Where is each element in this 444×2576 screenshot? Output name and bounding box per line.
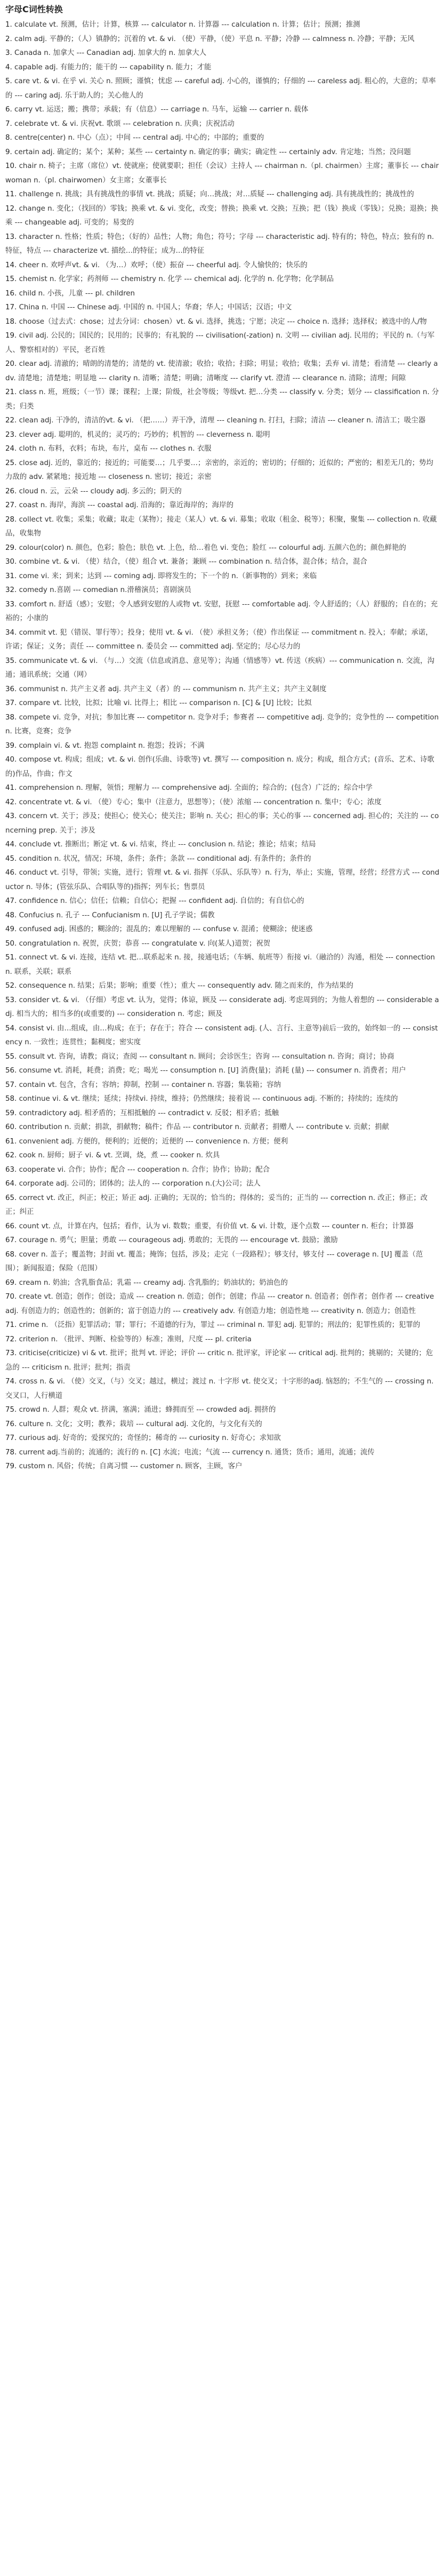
entry-text: calculate vt. 预测，估计；计算，核算 --- calculator n. 计算器 --- calculation n. 计算；估计；预测；推测 (14, 21, 360, 29)
entry-number: 9. (5, 148, 12, 156)
entry-text: civil adj. 公民的；国民的；民用的；民事的；有礼貌的 --- civilisation(-zation) n. 文明 --- civilian adj. 民用的；平民的 n.（与军人、警察相对的）平民，老百姓 (5, 332, 435, 354)
entry-text: cloth n. 布料，衣料；布块，布片，桌布 --- clothes n. 衣服 (19, 445, 212, 453)
entry-number: 54. (5, 1024, 17, 1033)
list-item (4, 838, 440, 852)
entry-number: 34. (5, 628, 17, 637)
entry-text: culture n. 文化；文明；教养；栽培 --- cultural adj. 文化的，与文化有关的 (19, 1420, 262, 1428)
list-item (4, 909, 440, 923)
entry-text: choose（过去式：chose；过去分词：chosen）vt. & vi. 选择，挑选；宁愿；决定 --- choice n. 选择；选择权；被选中的人/物 (19, 317, 427, 326)
list-item (4, 329, 440, 357)
entry-text: comprehension n. 理解，领悟；理解力 --- comprehensive adj. 全面的；综合的；(包含）广泛的；综合中学 (19, 784, 373, 792)
list-item (4, 188, 440, 202)
entry-number: 60. (5, 1123, 17, 1131)
list-item (4, 442, 440, 457)
entry-number: 50. (5, 939, 17, 948)
list-item (4, 1446, 440, 1460)
entry-text: congratulation n. 祝贺，庆贺；恭喜 --- congratulate v. 向(某人)道贺；祝贺 (19, 939, 271, 948)
list-item (4, 1234, 440, 1248)
entry-number: 5. (5, 77, 12, 85)
entry-text: count vt. 点，计算在内，包括；看作，认为 vi. 数数；重要，有价值 vt. & vi. 计数，逐个点数 --- counter n. 柜台；计算器 (19, 1222, 414, 1230)
entry-number: 77. (5, 1434, 17, 1442)
entry-text: chemist n. 化学家；药剂师 --- chemistry n. 化学 --- chemical adj. 化学的 n. 化学物；化学制品 (19, 275, 334, 283)
entry-text: cheer n. 欢呼声vt. & vi. （为…）欢呼；（使）振奋 --- cheerful adj. 令人愉快的；快乐的 (19, 261, 308, 269)
list-item (4, 894, 440, 909)
entry-text: carry vt. 运送；搬；携带；承载；有（信息）--- carriage n. 马车，运输 --- carrier n. 载体 (14, 106, 309, 114)
entry-number: 27. (5, 501, 17, 509)
entry-text: complain vi. & vt. 抱怨 complaint n. 抱怨；投诉；不满 (19, 741, 205, 750)
entry-text: curious adj. 好奇的；爱探究的；奇怪的；稀奇的 --- curiosity n. 好奇心；求知欲 (19, 1434, 281, 1442)
entry-number: 21. (5, 388, 17, 396)
list-item (4, 457, 440, 485)
entry-text: clear adj. 清澈的；晴朗的清楚的；清楚的 vt. 使清澈；收拾；收拾；扫除；明显；收拾；收集；丢弃 vi. 清楚；看清楚 --- clearly adv. 清楚地；清楚地；明显地 --- clarity n. 清晰；清楚；明确；清晰度 --- clarify vt. 澄清 --- clearance n. 清除；清理；间隙 (5, 360, 438, 382)
entry-text: criterion n. （批评、判断、检验等的）标准；准则，尺度 --- pl. criteria (19, 1335, 252, 1343)
list-item (4, 979, 440, 994)
entry-number: 74. (5, 1378, 17, 1386)
list-item (4, 485, 440, 499)
entry-number: 19. (5, 332, 17, 340)
list-item (4, 1318, 440, 1333)
list-item (4, 75, 440, 103)
entry-text: contain vt. 包含，含有；容纳；抑制，控制 --- container n. 容器；集装箱；容纳 (19, 1081, 281, 1089)
entry-number: 41. (5, 784, 17, 792)
list-item (4, 273, 440, 287)
entry-text: care vt. & vi. 在乎 vi. 关心 n. 照顾；谨慎；忧虑 --- careful adj. 小心的，谨慎的；仔细的 --- careless adj. 粗心的，大意的；草率的 --- caring adj. 乐于助人的；关心他人的 (5, 77, 436, 100)
entry-number: 49. (5, 925, 17, 933)
list-item (4, 117, 440, 132)
entry-text: consume vt. 消耗，耗费；消费；吃；喝光 --- consumption n. [U] 消费(量)；消耗 (量) --- consumer n. 消费者；用户 (19, 1067, 406, 1075)
entry-number: 10. (5, 162, 17, 170)
entry-text: concentrate vt. & vi. （使）专心；集中（注意力，思想等）；（使）浓缩 --- concentration n. 集中；专心；浓度 (19, 798, 382, 806)
entry-text: child n. 小孩，儿童 --- pl. children (19, 289, 135, 298)
entry-number: 62. (5, 1151, 17, 1159)
list-item (4, 1220, 440, 1234)
entry-text: colour(color) n. 颜色，色彩；脸色；肤色 vt. 上色，给…着色 vi. 变色；脸红 --- colourful adj. 五颜六色的；颜色鲜艳的 (19, 543, 406, 552)
entry-text: corporate adj. 公司的；团体的；法人的 --- corporation n.(大)公司；法人 (19, 1180, 261, 1188)
list-item (4, 499, 440, 513)
list-item (4, 1276, 440, 1291)
entry-text: criticise(criticize) vi & vt. 批评；批判 vt. 评论；评价 --- critic n. 批评家，评论家 --- critical adj. 批判的；挑剔的；关键的；危急的 --- criticism n. 批评；批判；指责 (5, 1349, 433, 1372)
entry-text: commit vt. 犯（错误、罪行等）；投身；使用 vt. & vi. （使）承担义务；（使）作出保证 --- commitment n. 投入；奉献；承诺，许诺；保证；义务；责任 --- committee n. 委员会 --- committed adj. 坚定的；尽心尽力的 (5, 628, 433, 651)
entry-number: 61. (5, 1137, 17, 1146)
entry-number: 17. (5, 303, 17, 311)
list-item (4, 1092, 440, 1107)
entry-text: crowd n. 人群；观众 vt. 挤满，塞满；涌进；蜂拥而至 --- crowded adj. 拥挤的 (19, 1406, 276, 1414)
entry-number: 67. (5, 1236, 17, 1244)
entry-text: create vt. 创造；创作；创设；造成 --- creation n. 创造；创作；创建；作品 --- creator n. 创造者；创作者；创作者 --- creative adj. 有创造力的；创造性的；创新的；富于创造力的 --- creatively adv. 有创造力地；创造性地 --- creativity n. 创造力；创造性 (5, 1293, 434, 1315)
list-item (4, 1050, 440, 1065)
entry-text: celebrate vt. & vi. 庆祝vt. 歌颂 --- celebration n. 庆典；庆祝活动 (14, 119, 235, 128)
list-item (4, 146, 440, 160)
entry-text: communicate vt. & vi. （与…）交流（信息或消息、意见等）；沟通（情感等）vt. 传送（疾病）--- communication n. 交流，沟通；通讯系统；交通（网） (5, 657, 434, 679)
entry-number: 76. (5, 1420, 17, 1428)
list-item (4, 781, 440, 796)
list-item (4, 923, 440, 937)
entry-text: contradictory adj. 相矛盾的；互相抵触的 --- contradict v. 反驳；相矛盾；抵触 (19, 1109, 279, 1117)
entry-number: 35. (5, 657, 17, 665)
entry-number: 13. (5, 233, 17, 241)
list-item (4, 583, 440, 598)
entry-text: condition n. 状况，情况；环境，条件；条件；条款 --- conditional adj. 有条件的；条件的 (19, 854, 311, 863)
list-item (4, 230, 440, 259)
entry-list (4, 18, 440, 1474)
list-item (4, 287, 440, 301)
entry-text: consist vi. 由…组成，由…构成；在于；存在于；符合 --- consistent adj. (人、言行、主意等)前后一致的，始终如一的 --- consistency n. 一致性；连贯性；黏稠度；密实度 (5, 1024, 438, 1046)
list-item (4, 1078, 440, 1093)
entry-number: 69. (5, 1278, 17, 1287)
entry-number: 58. (5, 1095, 17, 1103)
list-item (4, 513, 440, 541)
list-item (4, 1191, 440, 1220)
entry-text: Canada n. 加拿大 --- Canadian adj. 加拿大的 n. 加拿大人 (14, 49, 207, 57)
entry-number: 79. (5, 1462, 17, 1470)
entry-text: cover n. 盖子；覆盖物；封面 vt. 覆盖；掩饰；包括，涉及；走完（一段路程）；够支付，够支付 --- coverage n. [U] 覆盖（范围）；新闻报道；保险（范围） (5, 1250, 423, 1273)
entry-text: consider vt. & vi. （仔细）考虑 vt. 认为，觉得；体谅，顾及 --- considerate adj. 考虑周到的；为他人着想的 --- considerable adj. 相当大的；相当多的(或重要的) --- consideration n. 考虑；顾及 (5, 996, 439, 1018)
entry-number: 30. (5, 558, 17, 566)
entry-number: 71. (5, 1321, 17, 1329)
entry-text: clever adj. 聪明的，机灵的；灵巧的；巧妙的；机智的 --- cleverness n. 聪明 (19, 430, 270, 439)
entry-number: 56. (5, 1067, 17, 1075)
list-item (4, 711, 440, 739)
entry-text: Confucius n. 孔子 --- Confucianism n. [U] 孔子学说；儒教 (19, 911, 215, 919)
page-title: 字母C词性转换 (5, 4, 63, 14)
list-item (4, 1403, 440, 1418)
entry-text: change n. 变化；（找回的）零钱；换乘 vt. & vi. 变化，改变；替换；换乘 vt. 交换；互换；把（钱）换成（零钱）；兑换；退换；换乘 --- changeable adj. 可变的；易变的 (5, 204, 439, 227)
entry-text: collect vt. 收集；采集；收藏；取走（某物）；接走（某人）vt. & vi. 募集；收取（租金、税等）；积聚，聚集 --- collection n. 收藏品，收集物 (5, 515, 437, 538)
list-item (4, 33, 440, 47)
entry-text: comedy n.喜剧 --- comedian n.滑稽演员；喜剧演员 (19, 586, 191, 594)
entry-text: compete vi. 竞争，对抗；参加比赛 --- competitor n. 竞争对手；参赛者 --- competitive adj. 竞争的；竞争性的 --- competition n. 比赛，竞赛；竞争 (5, 713, 439, 735)
list-item (4, 796, 440, 810)
list-item (4, 1418, 440, 1432)
entry-number: 68. (5, 1250, 17, 1259)
entry-number: 78. (5, 1448, 17, 1457)
entry-text: cross n. & vi. （使）交叉，（与）交叉；越过，横过；渡过 n. 十字形 vt. 使交叉；十字形的adj. 恼怒的；不生气的 --- crossing n. 交叉口，人行横道 (5, 1378, 434, 1400)
entry-number: 23. (5, 430, 17, 439)
entry-number: 16. (5, 289, 17, 298)
list-item (4, 1248, 440, 1276)
entry-number: 43. (5, 812, 17, 820)
entry-number: 8. (5, 134, 12, 142)
list-item (4, 103, 440, 117)
entry-number: 53. (5, 996, 17, 1004)
entry-number: 65. (5, 1194, 17, 1202)
entry-number: 33. (5, 600, 17, 609)
list-item (4, 386, 440, 414)
entry-text: custom n. 风俗；传统；自离习惯 --- customer n. 顾客，主顾，客户 (19, 1462, 243, 1470)
entry-text: China n. 中国 --- Chinese adj. 中国的 n. 中国人；华裔；华人；中国话；汉语；中文 (19, 303, 292, 311)
entry-number: 48. (5, 911, 17, 919)
entry-text: character n. 性格；性质；特色；（好的）品性；人物；角色；符号；字母 --- characteristic adj. 特有的；特色，特点；独有的 n. 特征，特点 --- characterize vt. 描绘…的特征；成为…的特征 (5, 233, 434, 255)
entry-text: clean adj. 干净的，清洁的vt. & vi. （把……）弄干净，清理 --- cleaning n. 打扫，扫除；清洁 --- cleaner n. 清洁工；吸尘器 (19, 417, 426, 425)
list-item (4, 1107, 440, 1121)
entry-number: 39. (5, 741, 17, 750)
list-item (4, 301, 440, 315)
list-item (4, 654, 440, 683)
entry-text: conclude vt. 推断出；断定 vt. & vi. 结束，终止 --- conclusion n. 结论；推论；结束；结局 (19, 841, 316, 849)
entry-text: comfort n. 舒适（感）；安慰；令人感到安慰的人或物 vt. 安慰，抚慰 --- comfortable adj. 令人舒适的；（人）舒服的；自在的；充裕的；小康的 (5, 600, 438, 622)
entry-text: come vi. 来；到来；达到 --- coming adj. 即将发生的；下一个的 n.（新事物的）到来；来临 (19, 572, 317, 580)
entry-number: 3. (5, 49, 12, 57)
list-item (4, 541, 440, 556)
list-item (4, 1347, 440, 1375)
list-item (4, 570, 440, 584)
entry-text: class n. 班，班级；（一节）课；课程；上课；阶级，社会等级；等级vt. 把…分类 --- classify v. 分类；划分 --- classification n. 分类；归类 (5, 388, 439, 411)
list-item (4, 994, 440, 1022)
list-item (4, 1163, 440, 1178)
entry-text: courage n. 勇气；胆量；勇敢 --- courageous adj. 勇敢的；无畏的 --- encourage vt. 鼓励；激励 (19, 1236, 338, 1244)
entry-text: convenient adj. 方便的，便利的；近便的；近便的 --- convenience n. 方便；便利 (19, 1137, 288, 1146)
entry-text: connect vt. & vi. 连接，连结 vt. 把…联系起来 n. 接，接通电话；（车辆、航班等）衔接 vi.（融洽的）沟通，相处 --- connection n. 联系，关联；联系 (5, 954, 435, 976)
entry-number: 51. (5, 954, 17, 962)
list-item (4, 1022, 440, 1050)
entry-text: contribution n. 贡献；捐款，捐献物；稿件；作品 --- contributor n. 贡献者；捐赠人 --- contribute v. 贡献；捐献 (19, 1123, 389, 1131)
entry-text: cloud n. 云，云朵 --- cloudy adj. 多云的；阴天的 (19, 487, 182, 495)
entry-text: concern vt. 关于；涉及；使担心；使关心；使关注；影响 n. 关心；担心的事；关心的事 --- concerned adj. 担心的；关注的 --- concerning prep. 关于；涉及 (5, 812, 439, 835)
entry-text: centre(center) n. 中心（点）；中间 --- central adj. 中心的；中部的；重要的 (14, 134, 264, 142)
entry-number: 12. (5, 204, 17, 213)
list-item (4, 61, 440, 75)
list-item (4, 428, 440, 443)
entry-number: 2. (5, 35, 12, 43)
entry-number: 26. (5, 487, 17, 495)
list-item (4, 683, 440, 697)
entry-text: confused adj. 困惑的；糊涂的；混乱的；难以理解的 --- confuse v. 混淆；使糊涂；使迷惑 (19, 925, 313, 933)
entry-text: cream n. 奶油；含乳脂食品；乳霜 --- creamy adj. 含乳脂的；奶油状的；奶油色的 (19, 1278, 288, 1287)
entry-text: current adj.当前的；流通的；流行的 n. [C] 水流；电流；气流 --- currency n. 通货；货币；通用，流通；流传 (19, 1448, 375, 1457)
entry-number: 7. (5, 119, 12, 128)
list-item (4, 159, 440, 188)
list-item (4, 866, 440, 894)
list-item (4, 1177, 440, 1191)
entry-number: 31. (5, 572, 17, 580)
entry-text: compose vt. 构成；组成；vt. & vi. 创作(乐曲、诗歌等) vt. 撰写 --- composition n. 成分；构成，组合方式；(音乐、艺术、诗歌的)作品，作曲；作文 (5, 756, 434, 778)
list-item (4, 131, 440, 146)
entry-number: 37. (5, 699, 17, 707)
list-item (4, 697, 440, 711)
entry-number: 24. (5, 445, 17, 453)
entry-number: 75. (5, 1406, 17, 1414)
entry-number: 18. (5, 317, 17, 326)
list-item (4, 852, 440, 867)
entry-text: coast n. 海岸，海滨 --- coastal adj. 沿海的；靠近海岸的；海岸的 (19, 501, 233, 509)
entry-number: 38. (5, 713, 17, 722)
entry-number: 29. (5, 543, 17, 552)
list-item (4, 1290, 440, 1318)
entry-number: 14. (5, 261, 17, 269)
entry-number: 1. (5, 21, 12, 29)
entry-text: calm adj. 平静的；（人）镇静的；沉着的 vt. & vi. （使）平静，（使）平息 n. 平静；冷静 --- calmness n. 冷静；平静；无风 (14, 35, 415, 43)
entry-text: cooperate vi. 合作；协作；配合 --- cooperation n. 合作；协作；协助；配合 (19, 1165, 270, 1174)
list-item (4, 1064, 440, 1078)
list-item (4, 1431, 440, 1446)
list-item (4, 357, 440, 386)
entry-number: 73. (5, 1349, 17, 1357)
entry-number: 25. (5, 459, 17, 467)
list-item (4, 598, 440, 626)
list-item (4, 951, 440, 979)
list-item (4, 1333, 440, 1347)
entry-text: close adj. 近的，靠近的；接近的；可能要…；几乎要…；亲密的，亲近的；密切的；仔细的；近似的；严密的；相差无几的；势均力敌的 adv. 紧紧地；接近地 --- closeness n. 密切；接近；亲密 (5, 459, 433, 481)
entry-number: 46. (5, 869, 17, 877)
list-item (4, 626, 440, 654)
list-item (4, 937, 440, 951)
entry-number: 36. (5, 685, 17, 693)
entry-text: capable adj. 有能力的；能干的 --- capability n. 能力；才能 (14, 63, 212, 71)
list-item (4, 1135, 440, 1149)
entry-text: conduct vt. 引导，带领；实施，进行；管理 vt. & vi. 指挥（乐队、乐队等）n. 行为，举止；实施，管理，经营；经营方式 --- conductor n. 导体；(管弦乐队、合唱队等的)指挥；列车长；售票员 (5, 869, 440, 891)
entry-number: 45. (5, 854, 17, 863)
entry-number: 42. (5, 798, 17, 806)
entry-number: 63. (5, 1165, 17, 1174)
entry-number: 72. (5, 1335, 17, 1343)
list-item (4, 739, 440, 754)
entry-text: correct vt. 改正，纠正；校正；矫正 adj. 正确的；无误的；恰当的；得体的；妥当的；正当的 --- correction n. 改正；修正；改正；纠正 (5, 1194, 428, 1216)
entry-number: 70. (5, 1293, 17, 1301)
list-item (4, 46, 440, 61)
entry-text: combine vt. & vi. （使）结合，（使）组合 vt. 兼备；兼顾 --- combination n. 结合体，混合体；结合，混合 (19, 558, 367, 566)
list-item (4, 414, 440, 428)
list-item (4, 1149, 440, 1163)
entry-number: 59. (5, 1109, 17, 1117)
list-item (4, 1460, 440, 1474)
entry-number: 28. (5, 515, 17, 524)
entry-number: 64. (5, 1180, 17, 1188)
entry-number: 66. (5, 1222, 17, 1230)
list-item (4, 555, 440, 570)
entry-number: 40. (5, 756, 17, 764)
list-item (4, 810, 440, 838)
entry-number: 22. (5, 417, 17, 425)
entry-number: 4. (5, 63, 12, 71)
entry-number: 44. (5, 841, 17, 849)
entry-number: 6. (5, 106, 12, 114)
list-item (4, 259, 440, 273)
entry-number: 47. (5, 897, 17, 905)
entry-number: 52. (5, 982, 17, 990)
entry-number: 32. (5, 586, 17, 594)
list-item (4, 1121, 440, 1135)
entry-text: confidence n. 信心；信任；信赖；自信心；把握 --- confident adj. 自信的；有自信心的 (19, 897, 304, 905)
entry-text: continue vi. & vt. 继续；延续；持续vi. 持续，维持；仍然继续；接着说 --- continuous adj. 不断的；持续的；连续的 (19, 1095, 398, 1103)
entry-text: consult vt. 咨询，请教；商议；查阅 --- consultant n. 顾问；会诊医生；咨询 --- consultation n. 咨询；商讨；协商 (19, 1052, 394, 1061)
entry-number: 57. (5, 1081, 17, 1089)
entry-text: cook n. 厨师；厨子 vi. & vt. 烹调，烧，煮 --- cooker n. 炊具 (19, 1151, 220, 1159)
entry-number: 20. (5, 360, 17, 368)
list-item (4, 753, 440, 781)
list-item (4, 315, 440, 330)
entry-number: 15. (5, 275, 17, 283)
entry-number: 55. (5, 1052, 17, 1061)
entry-text: challenge n. 挑战；具有挑战性的事情 vt. 挑战；质疑；向…挑战；对…质疑 --- challenging adj. 具有挑战性的；挑战性的 (19, 190, 414, 198)
list-item (4, 1375, 440, 1403)
entry-text: certain adj. 确定的；某个；某种；某些 --- certainty n. 确定的事；确实；确定性 --- certainly adv. 肯定地；当然；没问题 (14, 148, 411, 156)
entry-text: chair n. 椅子；主席（席位）vt. 使就座；使就要职；担任（会议）主持人 --- chairman n.（pl. chairmen）主席；董事长 --- chairwoman n.（pl. chairwomen）女主席；女董事长 (5, 162, 439, 185)
entry-text: compare vt. 比较，比拟；比喻 vi. 比得上；相比 --- comparison n. [C] & [U] 比较；比拟 (19, 699, 312, 707)
entry-number: 11. (5, 190, 17, 198)
list-item (4, 202, 440, 230)
list-item (4, 18, 440, 33)
entry-text: consequence n. 结果；后果；影响；重要（性）；重大 --- consequently adv. 随之而来的，作为结果的 (19, 982, 353, 990)
entry-text: communist n. 共产主义者 adj. 共产主义（者）的 --- communism n. 共产主义；共产主义制度 (19, 685, 327, 693)
entry-text: crime n. （泛指）犯罪活动；罪；罪行；不道德的行为，罪过 --- criminal n. 罪犯 adj. 犯罪的；刑法的；犯罪性质的；犯罪的 (19, 1321, 421, 1329)
